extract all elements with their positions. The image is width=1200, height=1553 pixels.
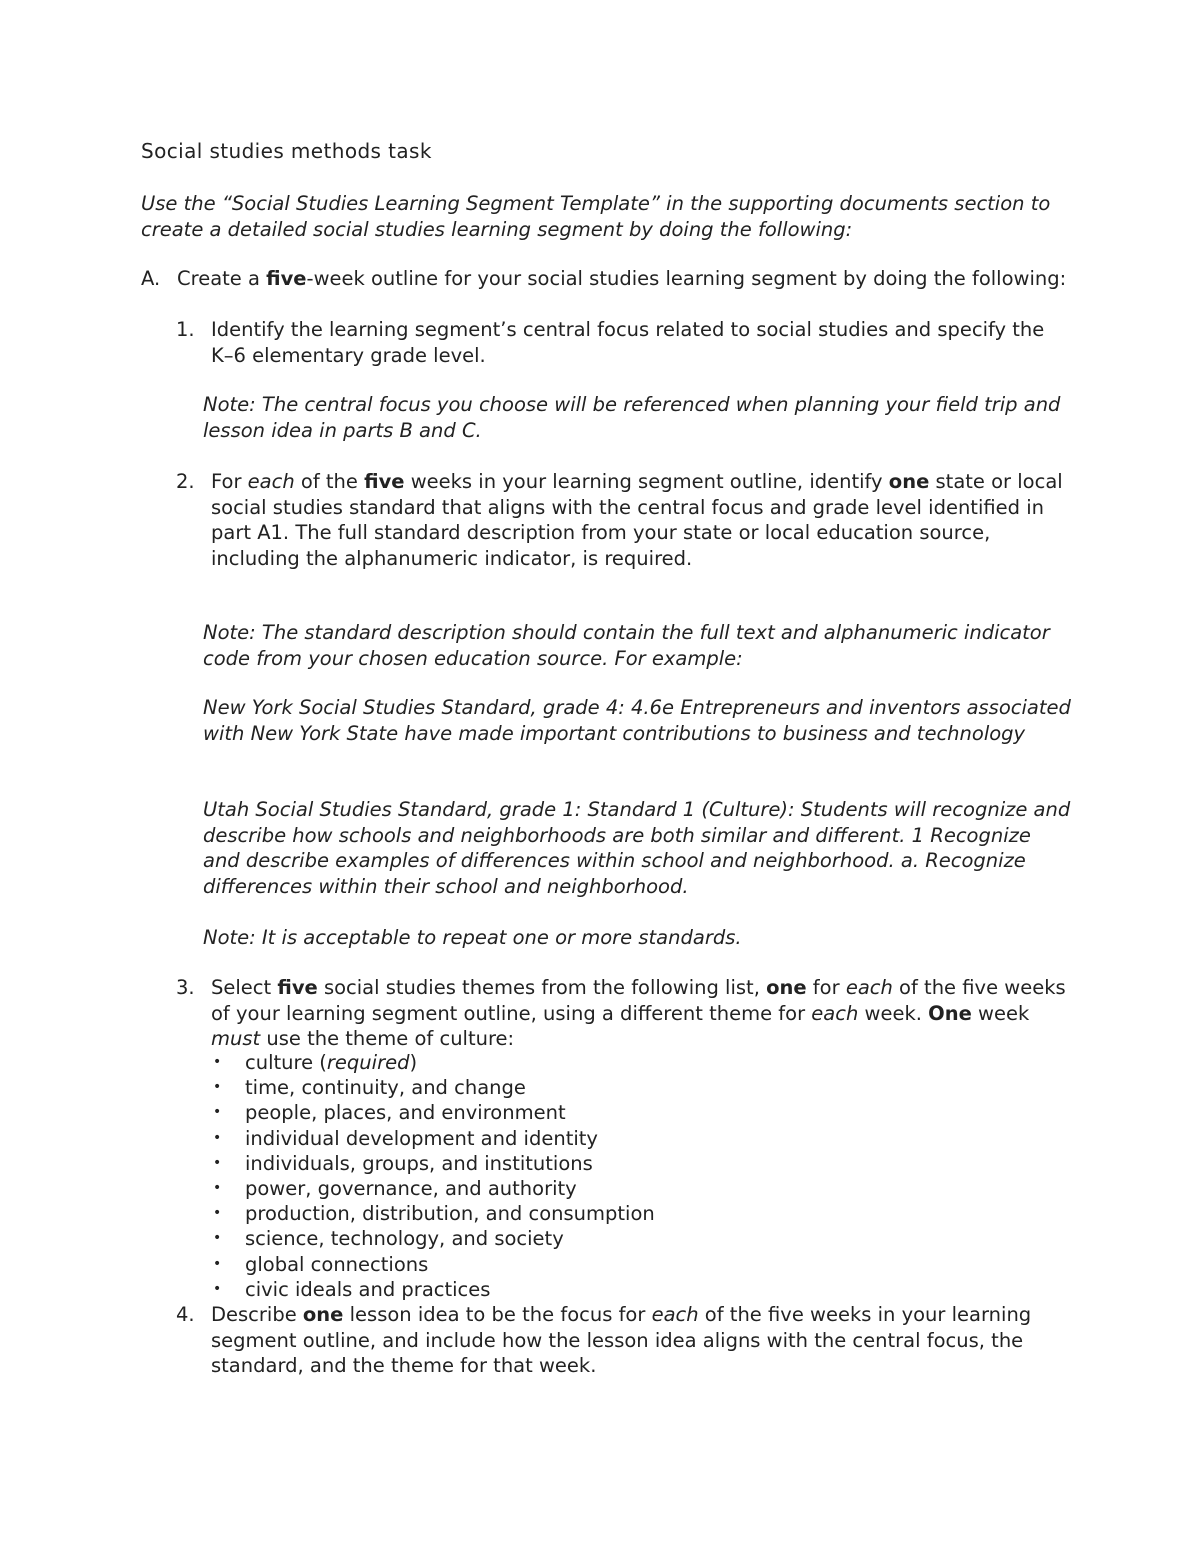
list-item-text: individuals, groups, and institutions <box>245 1151 593 1175</box>
text-run-bold: five <box>364 470 405 493</box>
text-run: week <box>971 1001 1030 1025</box>
text-run: Describe <box>211 1303 303 1326</box>
text-run: weeks in your learning segment outline, identify <box>404 470 889 493</box>
text-run: of the five weeks in your learning segment outline, and include how the lesson idea aligns with the central focus, the standard, and the theme for that week. <box>211 1303 1032 1377</box>
item-2-text <box>211 469 1071 571</box>
text-run-bold: one <box>302 1303 344 1326</box>
list-item-text: power, governance, and authority <box>245 1177 577 1201</box>
text-run-bold: one <box>888 470 930 493</box>
list-item <box>211 1277 655 1302</box>
list-item-text: science, technology, and society <box>245 1227 564 1251</box>
text-run: lesson idea to be the focus for <box>343 1303 652 1326</box>
text-run-bold: One <box>928 1001 972 1025</box>
list-item-text: people, places, and environment <box>245 1101 566 1125</box>
item-1-number: 1. <box>176 318 195 341</box>
text-run-italic: each <box>247 470 295 493</box>
bullet-icon: • <box>213 1230 222 1247</box>
text-run: state or local social studies standard that aligns with the central focus and grade level identified in part A1. The full standard description from your state or local education source, including the alphanumeric indicator, is required. <box>211 470 1063 570</box>
list-item-text: individual development and identity <box>245 1126 598 1150</box>
list-item <box>211 1176 655 1201</box>
list-item <box>211 1050 655 1075</box>
text-run-italic: each <box>651 1303 699 1326</box>
bullet-icon: • <box>213 1104 222 1121</box>
item-4-number: 4. <box>176 1303 195 1326</box>
part-a-text-pre: Create a <box>177 267 267 290</box>
part-a-marker: A. <box>141 267 161 290</box>
item-2-note-repeat: Note: It is acceptable to repeat one or more standards. <box>203 926 742 949</box>
text-run: week. <box>858 1001 929 1025</box>
list-item <box>211 1151 655 1176</box>
list-item <box>211 1075 655 1100</box>
text-run: use the theme of culture: <box>260 1027 515 1050</box>
list-item <box>211 1100 655 1125</box>
themes-list <box>211 1050 655 1302</box>
list-item-text: civic ideals and practices <box>245 1277 491 1301</box>
list-item-text: production, distribution, and consumption <box>245 1202 655 1226</box>
bullet-icon: • <box>213 1154 222 1171</box>
text-run-italic: each <box>811 1001 859 1025</box>
list-item <box>211 1252 655 1277</box>
item-3-number: 3. <box>176 976 195 999</box>
text-run: Select <box>211 976 278 999</box>
item-1-text: Identify the learning segment’s central focus related to social studies and specify the K–6 elementary grade level. <box>211 318 1045 367</box>
list-item <box>211 1201 655 1226</box>
list-item-text: time, continuity, and change <box>245 1076 526 1100</box>
bullet-icon: • <box>213 1129 222 1146</box>
list-item <box>211 1126 655 1151</box>
text-run-italic: required <box>326 1051 410 1074</box>
document-title: Social studies methods task <box>141 139 432 163</box>
bullet-icon: • <box>213 1205 222 1222</box>
example-utah: Utah Social Studies Standard, grade 1: Standard 1 (Culture): Students will recognize and describe how schools and neighborhoods are both similar and different. 1 Recognize and describe examples of differences within school and neighborhood. a. Recognize differences within their school and neighborhood. <box>203 798 1071 898</box>
bullet-icon: • <box>213 1180 222 1197</box>
item-4-text <box>211 1302 1071 1379</box>
text-run-italic: each <box>845 976 893 999</box>
bullet-icon: • <box>213 1054 222 1070</box>
part-a-text-bold: five <box>266 267 307 290</box>
text-run: For <box>211 470 248 493</box>
bullet-icon: • <box>213 1280 222 1297</box>
text-run: of the <box>294 470 365 493</box>
list-item <box>211 1226 655 1251</box>
text-run: ) <box>409 1051 418 1074</box>
bullet-icon: • <box>213 1255 222 1272</box>
text-run: culture ( <box>245 1051 327 1074</box>
text-run-bold: five <box>277 976 318 999</box>
text-run-italic: must <box>211 1027 261 1050</box>
example-new-york: New York Social Studies Standard, grade 4: 4.6e Entrepreneurs and inventors associated with New York State have made important contributions to business and technology <box>203 696 1071 745</box>
text-run: for <box>806 976 846 999</box>
item-2-number: 2. <box>176 470 195 493</box>
intro-paragraph: Use the “Social Studies Learning Segment Template” in the supporting documents section to create a detailed social studies learning segment by doing the following: <box>141 192 1051 241</box>
text-run: of the five weeks of your learning segment outline, using a different theme for <box>211 976 1066 1025</box>
part-a-text-post: -week outline for your social studies learning segment by doing the following: <box>306 267 1067 290</box>
item-3-text <box>211 975 1071 1052</box>
text-run-bold: one <box>766 976 807 999</box>
part-a-text <box>177 266 1101 291</box>
item-2-note: Note: The standard description should contain the full text and alphanumeric indicator code from your chosen education source. For example: <box>203 621 1050 670</box>
list-item-text: global connections <box>245 1252 429 1276</box>
item-1-note: Note: The central focus you choose will be referenced when planning your field trip and lesson idea in parts B and C. <box>203 393 1061 442</box>
bullet-icon: • <box>213 1079 222 1096</box>
part-a <box>141 266 1101 291</box>
text-run: social studies themes from the following list, <box>317 976 767 999</box>
